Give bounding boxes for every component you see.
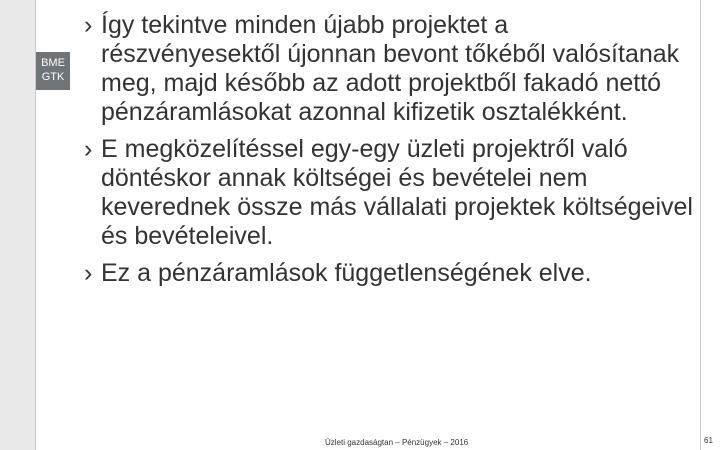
bullet-item-2	[84, 135, 694, 251]
institution-badge	[36, 52, 70, 90]
badge-line-1: BME	[41, 57, 65, 69]
bullet-item-3	[84, 259, 694, 288]
right-divider-line	[700, 0, 701, 450]
left-sidebar	[0, 0, 35, 450]
badge-line-2: GTK	[41, 71, 65, 83]
bullet-item-1	[84, 11, 694, 127]
bullet-text: E megközelítéssel egy-egy üzleti projektről való döntéskor annak költségei és bevételei nem keverednek össze más vállalati projektek költségeivel és bevételeivel.	[101, 135, 693, 250]
bullet-text: Így tekintve minden újabb projektet a részvényesektől újonnan bevont tőkéből valósítanak meg, majd később az adott projektből fakadó nettó pénzáramlásokat azonnal kifizetik osztalékként.	[101, 11, 680, 126]
slide-footer: Üzleti gazdaságtan – Pénzügyek – 2016	[325, 438, 469, 447]
bullet-text: Ez a pénzáramlások függetlenségének elve.	[101, 259, 592, 287]
bullet-marker-icon: ›	[84, 259, 93, 287]
slide-content	[84, 11, 694, 296]
page-number: 61	[704, 436, 713, 445]
bullet-marker-icon: ›	[84, 11, 93, 39]
bullet-marker-icon: ›	[84, 135, 93, 163]
